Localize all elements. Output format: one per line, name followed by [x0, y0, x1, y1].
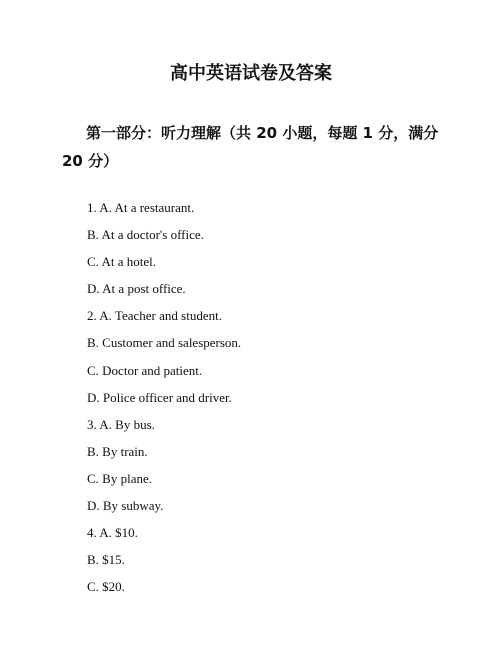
option-line: B. By train.	[87, 443, 148, 459]
option-line: C. $20.	[87, 579, 125, 595]
option-line: D. At a post office.	[87, 281, 186, 297]
option-line: 3. A. By bus.	[87, 416, 155, 432]
option-line: B. At a doctor's office.	[87, 227, 204, 243]
question-list	[87, 200, 241, 606]
option-line: 1. A. At a restaurant.	[87, 200, 195, 215]
option-line: B. Customer and salesperson.	[87, 335, 242, 351]
option-line: 4. A. $10.	[87, 525, 138, 541]
option-line: 2. A. Teacher and student.	[87, 308, 222, 324]
option-line: C. Doctor and patient.	[87, 362, 203, 378]
option-line: D. Police officer and driver.	[87, 389, 232, 405]
section-heading: 第一部分：听力理解（共 20 小题，每题 1 分，满分 20 分）	[62, 124, 439, 170]
option-line: C. By plane.	[87, 470, 152, 486]
document-title: 高中英语试卷及答案	[170, 63, 332, 84]
option-line: B. $15.	[87, 552, 125, 568]
option-line: C. At a hotel.	[87, 254, 156, 270]
option-line: D. By subway.	[87, 498, 164, 514]
